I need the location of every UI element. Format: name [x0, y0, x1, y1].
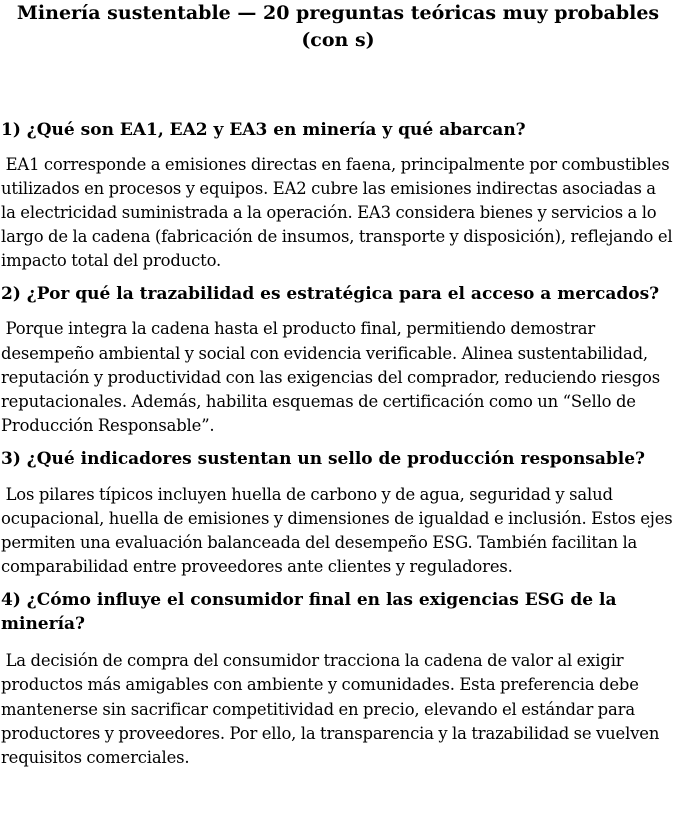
question-heading-1: 1) ¿Qué son EA1, EA2 y EA3 en minería y qué abarcan? — [1, 120, 526, 140]
question-heading-3: 3) ¿Qué indicadores sustentan un sello de producción responsable? — [1, 448, 646, 469]
answer-paragraph-3: Los pilares típicos incluyen huella de carbono y de agua, seguridad y salud ocupacional, huella de emisiones y dimensiones de igualdad e inclusión. Estos ejes permiten una evaluación balanceada del desempeño ESG. También facilitan la comparabilidad entre proveedores ante clientes y reguladores. — [1, 484, 673, 577]
question-block-1 — [1, 118, 674, 273]
question-heading-4: 4) ¿Cómo influye el consumidor final en las exigencias ESG de la minería? — [1, 590, 617, 635]
answer-paragraph-1: EA1 corresponde a emisiones directas en faena, principalmente por combustibles utilizados en procesos y equipos. EA2 cubre las emisiones indirectas asociadas a la electricidad suministrada a la operación. EA3 considera bienes y servicios a lo largo de la cadena (fabricación de insumos, transporte y disposición), reflejando el impacto total del producto. — [1, 155, 673, 271]
document-title: Minería sustentable — 20 preguntas teóricas muy probables (con s) — [16, 2, 660, 51]
answer-paragraph-2: Porque integra la cadena hasta el producto final, permitiendo demostrar desempeño ambiental y social con evidencia verificable. Alinea sustentabilidad, reputación y productividad con las exigencias del comprador, reduciendo riesgos reputacionales. Además, habilita esquemas de certificación como un “Sello de Producción Responsable”. — [1, 319, 660, 435]
question-heading-2: 2) ¿Por qué la trazabilidad es estratégica para el acceso a mercados? — [1, 284, 660, 305]
title-spacer — [1, 54, 674, 118]
question-block-3 — [1, 447, 674, 579]
question-block-4 — [1, 588, 674, 769]
answer-paragraph-4: La decisión de compra del consumidor tracciona la cadena de valor al exigir productos más amigables con ambiente y comunidades. Esta preferencia debe mantenerse sin sacrificar competitividad en precio, elevando el estándar para productores y proveedores. Por ello, la transparencia y la trazabilidad se vuelven requisitos comerciales. — [1, 651, 660, 767]
question-block-2 — [1, 282, 674, 437]
